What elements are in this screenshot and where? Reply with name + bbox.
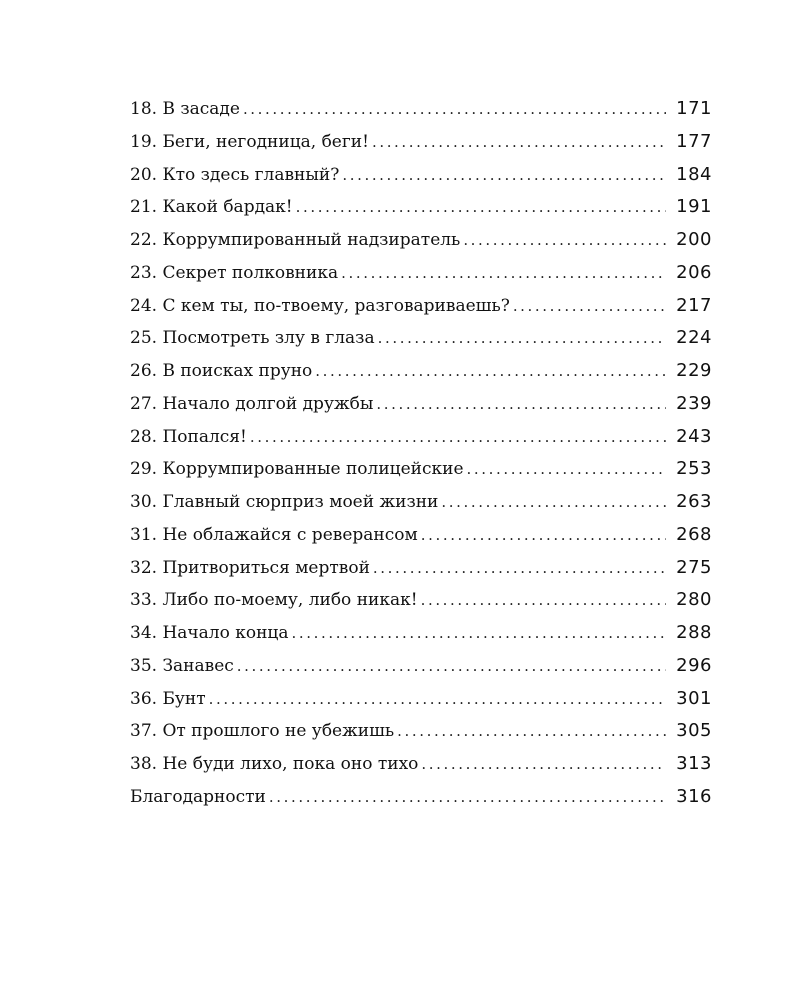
toc-entry — [130, 196, 712, 229]
toc-entry-title: 36. Бунт — [130, 688, 206, 709]
toc-dot-leader — [372, 133, 666, 151]
toc-entry — [130, 655, 712, 688]
toc-dot-leader — [441, 493, 666, 511]
toc-entry-title: 37. От прошлого не убежишь — [130, 721, 395, 742]
toc-entry — [130, 295, 712, 328]
toc-entry-page: 217 — [676, 294, 712, 316]
toc-entry-title: Благодарности — [130, 786, 266, 807]
toc-entry-page: 296 — [676, 654, 712, 676]
toc-dot-leader — [341, 264, 666, 282]
toc-entry-page: 263 — [676, 491, 712, 512]
toc-entry — [130, 426, 712, 459]
toc-entry-title: 28. Попался! — [130, 426, 247, 447]
toc-dot-leader — [342, 166, 666, 184]
toc-entry — [130, 688, 712, 721]
toc-entry-title: 23. Секрет полковника — [130, 262, 339, 283]
toc-entry-title: 35. Занавес — [130, 655, 234, 676]
toc-entry — [130, 229, 712, 262]
toc-entry-page: 177 — [676, 130, 712, 152]
toc-dot-leader — [467, 460, 666, 478]
toc-entry-page: 253 — [676, 458, 712, 480]
toc-entry — [130, 589, 712, 622]
toc-entry-page: 224 — [676, 327, 712, 349]
toc-dot-leader — [373, 559, 666, 577]
toc-entry-page: 191 — [676, 196, 712, 218]
toc-entry-title: 29. Коррумпированные полицейские — [130, 459, 464, 480]
toc-dot-leader — [397, 722, 666, 740]
toc-entry-title: 27. Начало долгой дружбы — [130, 393, 374, 414]
toc-entry-title: 24. С кем ты, по-твоему, разговариваешь? — [130, 295, 510, 316]
toc-entry-page: 316 — [676, 785, 712, 807]
toc-entry-page: 301 — [676, 687, 712, 709]
toc-entry-title: 38. Не буди лихо, пока оно тихо — [130, 754, 419, 774]
toc-entry-title: 25. Посмотреть злу в глаза — [130, 328, 375, 349]
toc-entry-page: 184 — [676, 163, 712, 185]
toc-entry — [130, 393, 712, 426]
toc-entry-page: 229 — [676, 360, 712, 381]
toc-entry-page: 280 — [676, 589, 712, 611]
toc-entry-page: 171 — [676, 98, 712, 119]
toc-entry — [130, 720, 712, 753]
toc-dot-leader — [296, 198, 666, 216]
toc-entry-title: 21. Какой бардак! — [130, 197, 293, 218]
toc-entry-page: 275 — [676, 556, 712, 578]
toc-entry — [130, 262, 712, 295]
toc-dot-leader — [291, 624, 666, 642]
toc-entry — [130, 458, 712, 491]
toc-entry — [130, 327, 712, 360]
toc-entry-title: 32. Притвориться мертвой — [130, 557, 370, 578]
toc-dot-leader — [378, 329, 666, 347]
toc-entry-page: 239 — [676, 392, 712, 414]
toc-entry — [130, 164, 712, 197]
toc-entry — [130, 786, 712, 819]
toc-entry-title: 33. Либо по-моему, либо никак! — [130, 590, 418, 611]
toc-dot-leader — [421, 591, 666, 609]
toc-dot-leader — [250, 428, 666, 446]
toc-entry-title: 22. Коррумпированный надзиратель — [130, 230, 461, 250]
toc-dot-leader — [269, 788, 666, 806]
toc-dot-leader — [421, 755, 666, 773]
toc-entry-page: 243 — [676, 425, 712, 447]
toc-dot-leader — [513, 297, 666, 315]
toc-entry-title: 19. Беги, негодница, беги! — [130, 131, 369, 152]
toc-entry-title: 18. В засаде — [130, 99, 240, 119]
toc-entry — [130, 491, 712, 524]
toc-entry-page: 268 — [676, 523, 712, 545]
toc-dot-leader — [209, 690, 666, 708]
toc-dot-leader — [237, 657, 666, 675]
toc-dot-leader — [243, 100, 666, 118]
toc-entry — [130, 360, 712, 393]
toc-entry-title: 31. Не облажайся с реверансом — [130, 524, 418, 545]
toc-entry-title: 20. Кто здесь главный? — [130, 164, 340, 185]
toc-dot-leader — [315, 362, 666, 380]
toc-entry-page: 288 — [676, 622, 712, 643]
toc-entry-page: 313 — [676, 753, 712, 774]
toc-dot-leader — [376, 395, 666, 413]
toc-entry — [130, 131, 712, 164]
toc-entry-page: 200 — [676, 229, 712, 250]
toc-entry-title: 30. Главный сюрприз моей жизни — [130, 492, 439, 512]
toc-entry — [130, 524, 712, 557]
toc-entry-page: 305 — [676, 720, 712, 742]
toc-dot-leader — [463, 231, 666, 249]
toc-entry-title: 34. Начало конца — [130, 623, 289, 643]
toc-entry — [130, 98, 712, 131]
toc-entry-title: 26. В поисках пруно — [130, 361, 313, 381]
toc-entry — [130, 557, 712, 590]
toc-entry — [130, 622, 712, 655]
toc-entry — [130, 753, 712, 786]
table-of-contents — [130, 98, 712, 819]
toc-dot-leader — [421, 526, 666, 544]
toc-entry-page: 206 — [676, 261, 712, 283]
